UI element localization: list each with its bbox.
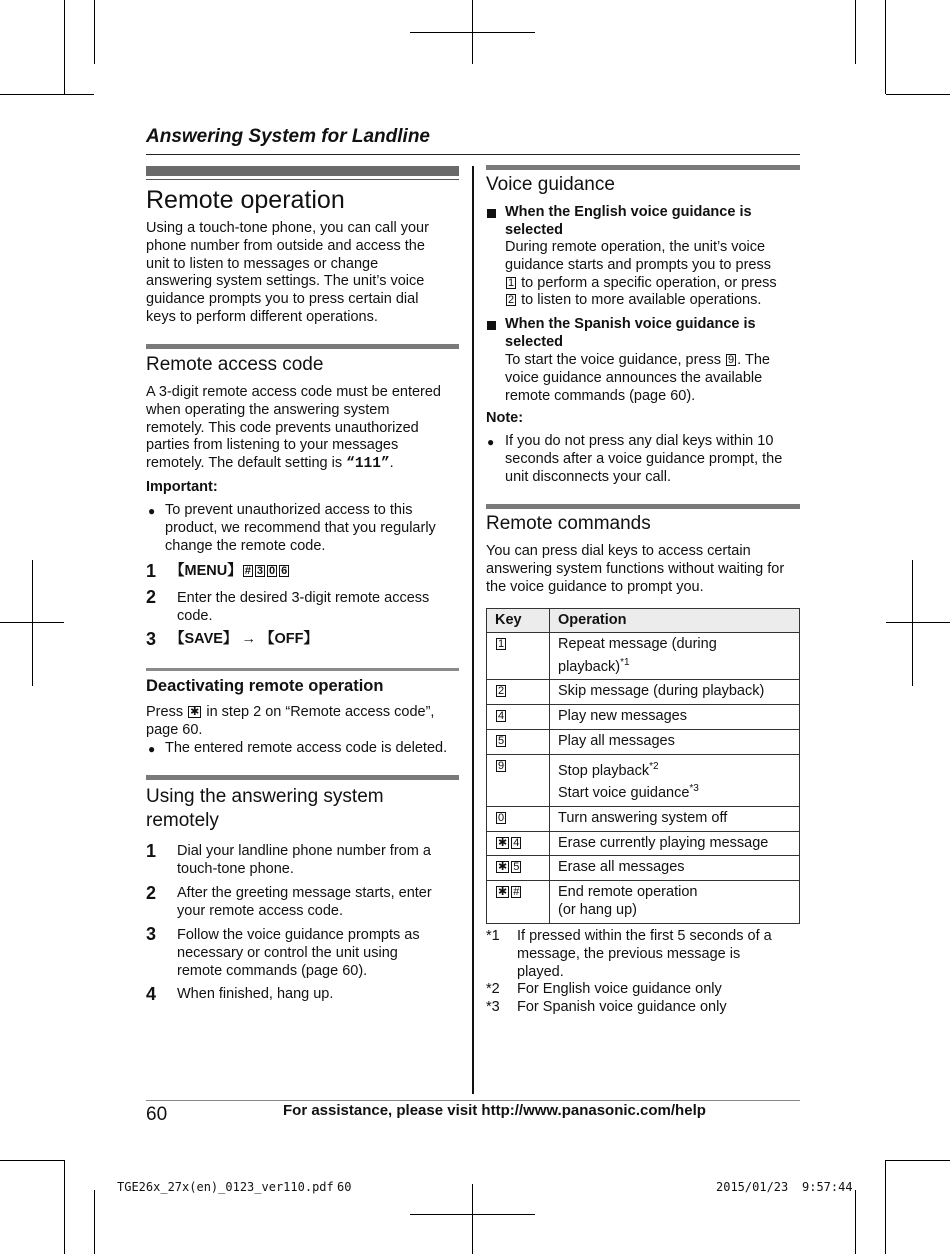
deactivating-text: Press ✱ in step 2 on “Remote access code”, page 60. <box>146 704 435 738</box>
star-key: ✱ <box>498 836 508 849</box>
important-text: To prevent unauthorized access to this product, we recommend that you regularly change the remote code. <box>165 502 436 554</box>
note-label: Note: <box>486 410 524 426</box>
spanish-text: To start the voice guidance, press 9 . The voice guidance announces the available remote commands (page 60). <box>505 352 770 404</box>
english-heading: When the English voice guidance is selected <box>505 204 752 238</box>
table-row: 1 Repeat message (during playback)$^{*1}$ <box>487 632 800 679</box>
table-header-row <box>487 609 800 633</box>
footnote-text: If pressed within the first 5 seconds of a message, the previous message is played. <box>517 928 772 980</box>
digit-key: 2 <box>508 294 515 307</box>
deactivating-bullet: The entered remote access code is deleted. <box>165 740 448 756</box>
print-page: 60 <box>337 1180 352 1194</box>
step-number: 3 <box>146 924 157 944</box>
operation-column-header: Operation <box>550 609 800 633</box>
digit-key: 4 <box>513 836 520 849</box>
bullet-icon: ● <box>148 742 156 756</box>
table-row: 2 Skip message (during playback) <box>487 680 800 705</box>
print-date: 2015/01/23 <box>716 1180 789 1194</box>
footnote-text: For English voice guidance only <box>517 981 722 997</box>
remote-operation-title: Remote operation <box>146 186 345 214</box>
table-row: ✱ 4 Erase currently playing message <box>487 831 800 856</box>
step3-keys: 【SAVE】 → 【OFF】 <box>170 631 318 647</box>
deactivating-title: Deactivating remote operation <box>146 677 384 695</box>
step1-keys: 【MENU】 # 3 0 6 <box>170 563 288 579</box>
hash-key: # <box>513 886 520 899</box>
section-header: Answering System for Landline <box>146 126 430 147</box>
using-step2-text: After the greeting message starts, enter your remote access code. <box>177 885 432 919</box>
remote-access-code-title: Remote access code <box>146 354 324 375</box>
bullet-icon: ● <box>148 504 156 518</box>
digit-key: 1 <box>498 637 505 650</box>
remote-commands-table <box>486 608 800 924</box>
print-time: 9:57:44 <box>802 1180 853 1194</box>
star-key: ✱ <box>498 861 508 874</box>
print-filename: TGE26x_27x(en)_0123_ver110.pdf <box>117 1180 334 1194</box>
footnote-mark: *2 <box>486 981 500 997</box>
subsection-bar <box>146 775 459 780</box>
digit-key: 5 <box>513 861 520 874</box>
hash-key: # <box>244 565 251 577</box>
arrow-icon: → <box>241 631 256 647</box>
digit-key: 6 <box>281 565 288 577</box>
step-number: 1 <box>146 841 157 861</box>
subsection-bar <box>146 344 459 349</box>
step-number: 3 <box>146 629 157 649</box>
digit-key: 0 <box>498 811 505 824</box>
digit-key: 5 <box>498 734 505 747</box>
step-number: 2 <box>146 587 157 607</box>
star-key: ✱ <box>190 706 200 718</box>
subsection-bar <box>146 668 459 671</box>
voice-guidance-title: Voice guidance <box>486 174 615 195</box>
footnote-mark: *1 <box>486 928 500 944</box>
remote-operation-text: Using a touch-tone phone, you can call your phone number from outside and access the unit to listen to messages or change answering system settings. The unit’s voice guidance prompts you to press certain dial keys to perform different operations. <box>146 220 429 325</box>
subsection-bar <box>486 504 800 509</box>
section-bar-thin <box>146 179 459 180</box>
remote-commands-intro: You can press dial keys to access certain answering system functions without waiting for the voice guidance to prompt you. <box>486 543 785 595</box>
remote-access-code-text: A 3-digit remote access code must be entered when operating the answering system remotely. This code prevents unauthorized parties from listening to your messages remotely. The default setting is “111”. <box>146 384 441 473</box>
using-step4-text: When finished, hang up. <box>177 986 334 1002</box>
header-rule <box>146 154 800 155</box>
table-row: 4 Play new messages <box>487 705 800 730</box>
default-code: “111” <box>346 456 390 473</box>
digit-key: 2 <box>498 685 505 698</box>
footnote-mark: *3 <box>486 999 500 1015</box>
using-remotely-title: Using the answering system remotely <box>146 786 384 831</box>
column-divider <box>472 166 474 1094</box>
table-row: ✱ # End remote operation (or hang up) <box>487 881 800 924</box>
section-bar <box>146 166 459 176</box>
spanish-heading: When the Spanish voice guidance is selected <box>505 316 756 350</box>
step-number: 2 <box>146 883 157 903</box>
digit-key: 9 <box>728 354 735 366</box>
table-row: 0 Turn answering system off <box>487 806 800 831</box>
assistance-text: For assistance, please visit http://www.panasonic.com/help <box>283 1102 706 1119</box>
using-step3-text: Follow the voice guidance prompts as necessary or control the unit using remote commands (page 60). <box>177 927 420 979</box>
digit-key: 0 <box>268 565 276 577</box>
table-row: 5 Play all messages <box>487 729 800 754</box>
star-key: ✱ <box>498 886 508 899</box>
step-number: 4 <box>146 984 157 1004</box>
subsection-bar <box>486 165 800 170</box>
step-number: 1 <box>146 561 157 581</box>
step2-text: Enter the desired 3-digit remote access code. <box>177 590 430 624</box>
note-text: If you do not press any dial keys within 10 seconds after a voice guidance prompt, the unit disconnects your call. <box>505 433 783 485</box>
digit-key: 3 <box>256 565 263 577</box>
table-row: ✱ 5 Erase all messages <box>487 856 800 881</box>
remote-commands-title: Remote commands <box>486 513 651 534</box>
footer-rule <box>146 1100 800 1101</box>
english-text: During remote operation, the unit’s voice guidance starts and prompts you to press 1 to perform a specific operation, or press 2 to listen to more available operations. <box>505 239 777 309</box>
key-column-header: Key <box>487 609 550 633</box>
page-number: 60 <box>146 1104 168 1125</box>
digit-key: 9 <box>498 759 505 772</box>
table-row: 9 Stop playback$^{*2}$ Start voice guidance$^{*3}$ <box>487 754 800 806</box>
digit-key: 4 <box>498 710 505 723</box>
footnote-text: For Spanish voice guidance only <box>517 999 727 1015</box>
important-label: Important: <box>146 479 218 495</box>
bullet-icon: ● <box>487 435 495 449</box>
square-bullet-icon <box>487 209 496 218</box>
digit-key: 1 <box>508 276 515 289</box>
square-bullet-icon <box>487 321 496 330</box>
using-step1-text: Dial your landline phone number from a touch-tone phone. <box>177 843 431 877</box>
